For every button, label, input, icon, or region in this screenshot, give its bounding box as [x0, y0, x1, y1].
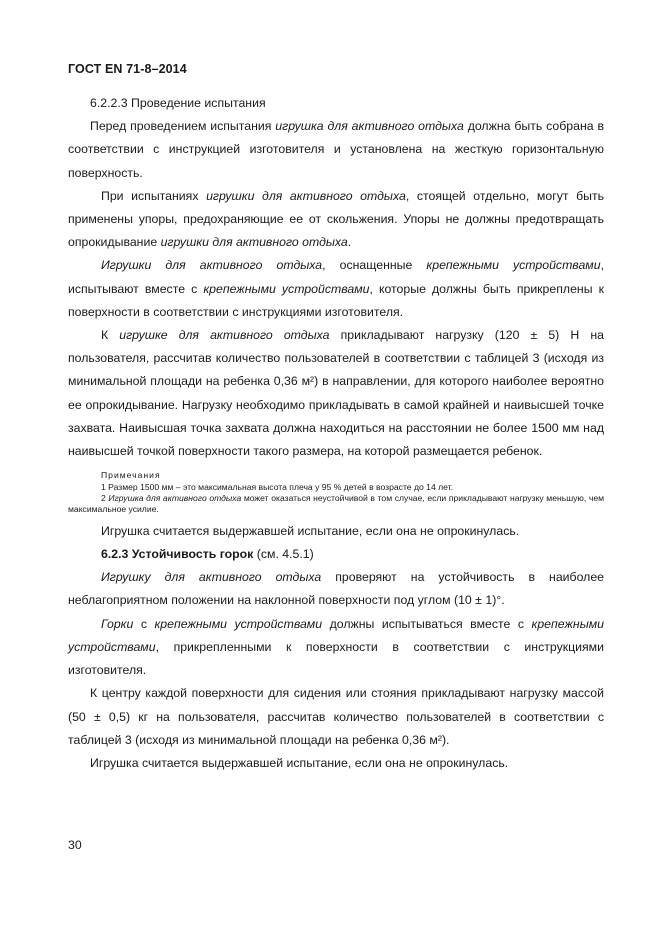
paragraph-result-2: Игрушка считается выдержавшей испытание, если она не опрокинулась. [90, 755, 509, 770]
paragraph-fastening: Игрушки для активного отдыха, оснащенные крепежными устройствами, испытывают вместе с крепежными устройствами, которые должны быть прикреплены к поверхности в соответствии с инструкциями изготовителя. [68, 258, 604, 319]
notes-block [68, 470, 604, 516]
page-content [68, 92, 604, 775]
paragraph-stops: При испытаниях игрушки для активного отдыха, стоящей отдельно, могут быть применены упоры, предохраняющие ее от скольжения. Упоры не должны предотвращать опрокидывание игрушки для активного отдыха. [68, 188, 604, 250]
paragraph-slope: Игрушку для активного отдыха проверяют на устойчивость в наиболее неблагоприятном положении на наклонной поверхности под углом (10 ± 1)°. [68, 570, 604, 608]
paragraph-slides-fastening: Горки с крепежными устройствами должны испытываться вместе с крепежными устройствами, прикрепленными к поверхности в соответствии с инструкциями изготовителя. [68, 616, 605, 678]
paragraph-result-1: Игрушка считается выдержавшей испытание, если она не опрокинулась. [101, 523, 520, 538]
paragraph-preparation: Перед проведением испытания игрушка для активного отдыха должна быть собрана в соответствии с инструкцией изготовителя и установлена на жесткую горизонтальную поверхность. [68, 119, 604, 180]
paragraph-seat-load: К центру каждой поверхности для сидения или стояния прикладывают нагрузку массой (50 ± 0,5) кг на пользователя, рассчитав количество пользователей в соответствии с таблицей 3 (исходя из минимальной площади на ребенка 0,36 м²). [68, 686, 604, 747]
section-6-2-2-3-title: 6.2.2.3 Проведение испытания [90, 96, 266, 110]
page-number: 30 [68, 838, 82, 852]
note-2: 2 Игрушка для активного отдыха может оказаться неустойчивой в том случае, если прикладывают нагрузку меньшую, чем максимальное усилие. [68, 493, 605, 515]
section-6-2-3-title: 6.2.3 Устойчивость горок (см. 4.5.1) [101, 547, 314, 562]
document-code-header: ГОСТ EN 71-8–2014 [68, 62, 187, 76]
notes-title: Примечания [101, 470, 161, 481]
paragraph-load: К игрушке для активного отдыха прикладывают нагрузку (120 ± 5) Н на пользователя, рассчитав количество пользователей в соответствии с таблицей 3 (исходя из минимальной площади на ребенка 0,36 м²) в направлении, для которого наиболее вероятно ее опрокидывание. Нагрузку необходимо прикладывать в самой крайней и наивысшей точке захвата. Наивысшая точка захвата должна находиться на расстоянии не более 1500 мм над наивысшей точкой поверхности такого размера, на которой размещается ребенок. [68, 328, 604, 459]
note-1: 1 Размер 1500 мм – это максимальная высота плеча у 95 % детей в возрасте до 14 лет. [101, 481, 453, 492]
